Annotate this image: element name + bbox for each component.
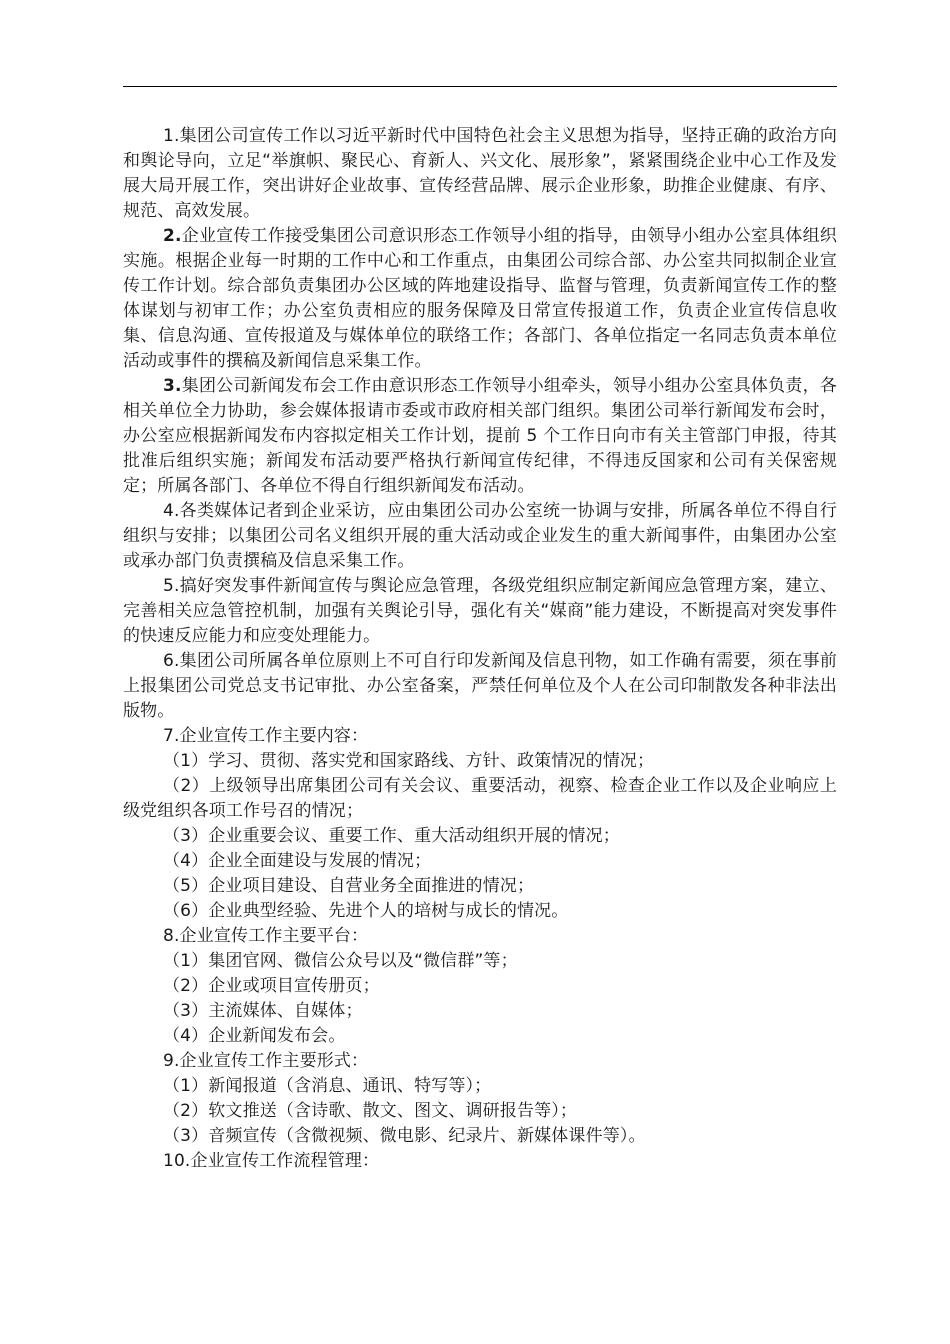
paragraph-text: （4）企业全面建设与发展的情况； [163,851,432,871]
paragraph [123,724,837,749]
paragraph [123,949,837,974]
paragraph [123,499,837,574]
paragraph-text: 搞好突发事件新闻宣传与舆论应急管理，各级党组织应制定新闻应急管理方案，建立、完善相关应急管控机制，加强有关舆论引导，强化有关“媒商”能力建设，不断提高对突发事件的快速反应能力和应变处理能力。 [123,576,837,646]
paragraph-number: 1. [163,126,180,146]
paragraph [123,749,837,774]
paragraph-text: （2）软文推送（含诗歌、散文、图文、调研报告等）； [163,1101,578,1121]
paragraph-text: 企业宣传工作主要平台： [179,926,369,946]
paragraph [123,849,837,874]
paragraph [123,374,837,499]
paragraph-text: （4）企业新闻发布会。 [163,1026,346,1046]
paragraph [123,224,837,374]
paragraph-text: （1）新闻报道（含消息、通讯、特写等）； [163,1076,492,1096]
paragraph-text: （3）主流媒体、自媒体； [163,1001,363,1021]
header-rule [123,86,837,87]
paragraph-text: （3）企业重要会议、重要工作、重大活动组织开展的情况； [163,826,620,846]
paragraph [123,874,837,899]
paragraph-text: （1）学习、贯彻、落实党和国家路线、方针、政策情况的情况； [163,751,655,771]
paragraph-text: （6）企业典型经验、先进个人的培树与成长的情况。 [163,901,569,921]
paragraph [123,1149,837,1174]
paragraph-text: 集团公司所属各单位原则上不可自行印发新闻及信息刊物，如工作确有需要，须在事前上报集团公司党总支书记审批、办公室备案，严禁任何单位及个人在公司印制散发各种非法出版物。 [123,651,837,721]
paragraph-text: （3）音频宣传（含微视频、微电影、纪录片、新媒体课件等）。 [163,1126,646,1146]
paragraph-number: 6. [163,651,180,671]
paragraph-number: 10. [163,1151,191,1171]
paragraph [123,999,837,1024]
paragraph [123,924,837,949]
paragraph-text: 集团公司新闻发布会工作由意识形态工作领导小组牵头，领导小组办公室具体负责，各相关单位全力协助，参会媒体报请市委或市政府相关部门组织。集团公司举行新闻发布会时，办公室应根据新闻发布内容拟定相关工作计划，提前 5 个工作日向市有关主管部门申报，待其批准后组织实施；新闻发布活动要严格执行新闻宣传纪律，不得违反国家和公司有关保密规定；所属各部门、各单位不得自行组织新闻发布活动。 [123,376,837,496]
document-body [123,124,837,1174]
paragraph [123,574,837,649]
paragraph-number: 8. [163,926,180,946]
paragraph [123,899,837,924]
paragraph [123,1124,837,1149]
paragraph-number: 9. [163,1051,180,1071]
paragraph-text: 企业宣传工作主要形式： [179,1051,369,1071]
paragraph [123,1049,837,1074]
paragraph-text: 各类媒体记者到企业采访，应由集团公司办公室统一协调与安排，所属各单位不得自行组织与安排；以集团公司名义组织开展的重大活动或企业发生的重大新闻事件，由集团办公室或承办部门负责撰稿及信息采集工作。 [123,501,837,571]
paragraph-number: 2. [163,226,182,246]
paragraph [123,1074,837,1099]
paragraph [123,774,837,824]
paragraph-text: （2）企业或项目宣传册页； [163,976,380,996]
paragraph [123,974,837,999]
paragraph-text: 企业宣传工作主要内容： [179,726,369,746]
paragraph [123,1024,837,1049]
paragraph [123,1099,837,1124]
paragraph-text: 集团公司宣传工作以习近平新时代中国特色社会主义思想为指导，坚持正确的政治方向和舆论导向，立足“举旗帜、聚民心、育新人、兴文化、展形象”，紧紧围绕企业中心工作及发展大局开展工作，突出讲好企业故事、宣传经营品牌、展示企业形象，助推企业健康、有序、规范、高效发展。 [123,126,837,221]
paragraph-text: （1）集团官网、微信公众号以及“微信群”等； [163,951,518,971]
paragraph-text: （2）上级领导出席集团公司有关会议、重要活动，视察、检查企业工作以及企业响应上级党组织各项工作号召的情况； [123,776,837,821]
paragraph-number: 5. [163,576,180,596]
paragraph-text: （5）企业项目建设、自营业务全面推进的情况； [163,876,535,896]
paragraph [123,649,837,724]
paragraph-number: 7. [163,726,180,746]
paragraph-number: 3. [163,376,182,396]
paragraph-number: 4. [163,501,180,521]
paragraph [123,824,837,849]
paragraph-text: 企业宣传工作流程管理： [190,1151,380,1171]
paragraph [123,124,837,224]
paragraph-text: 企业宣传工作接受集团公司意识形态工作领导小组的指导，由领导小组办公室具体组织实施。根据企业每一时期的工作中心和工作重点，由集团公司综合部、办公室共同拟制企业宣传工作计划。综合部负责集团办公区域的阵地建设指导、监督与管理，负责新闻宣传工作的整体谋划与初审工作；办公室负责相应的服务保障及日常宣传报道工作，负责企业宣传信息收集、信息沟通、宣传报道及与媒体单位的联络工作；各部门、各单位指定一名同志负责本单位活动或事件的撰稿及新闻信息采集工作。 [123,226,837,371]
